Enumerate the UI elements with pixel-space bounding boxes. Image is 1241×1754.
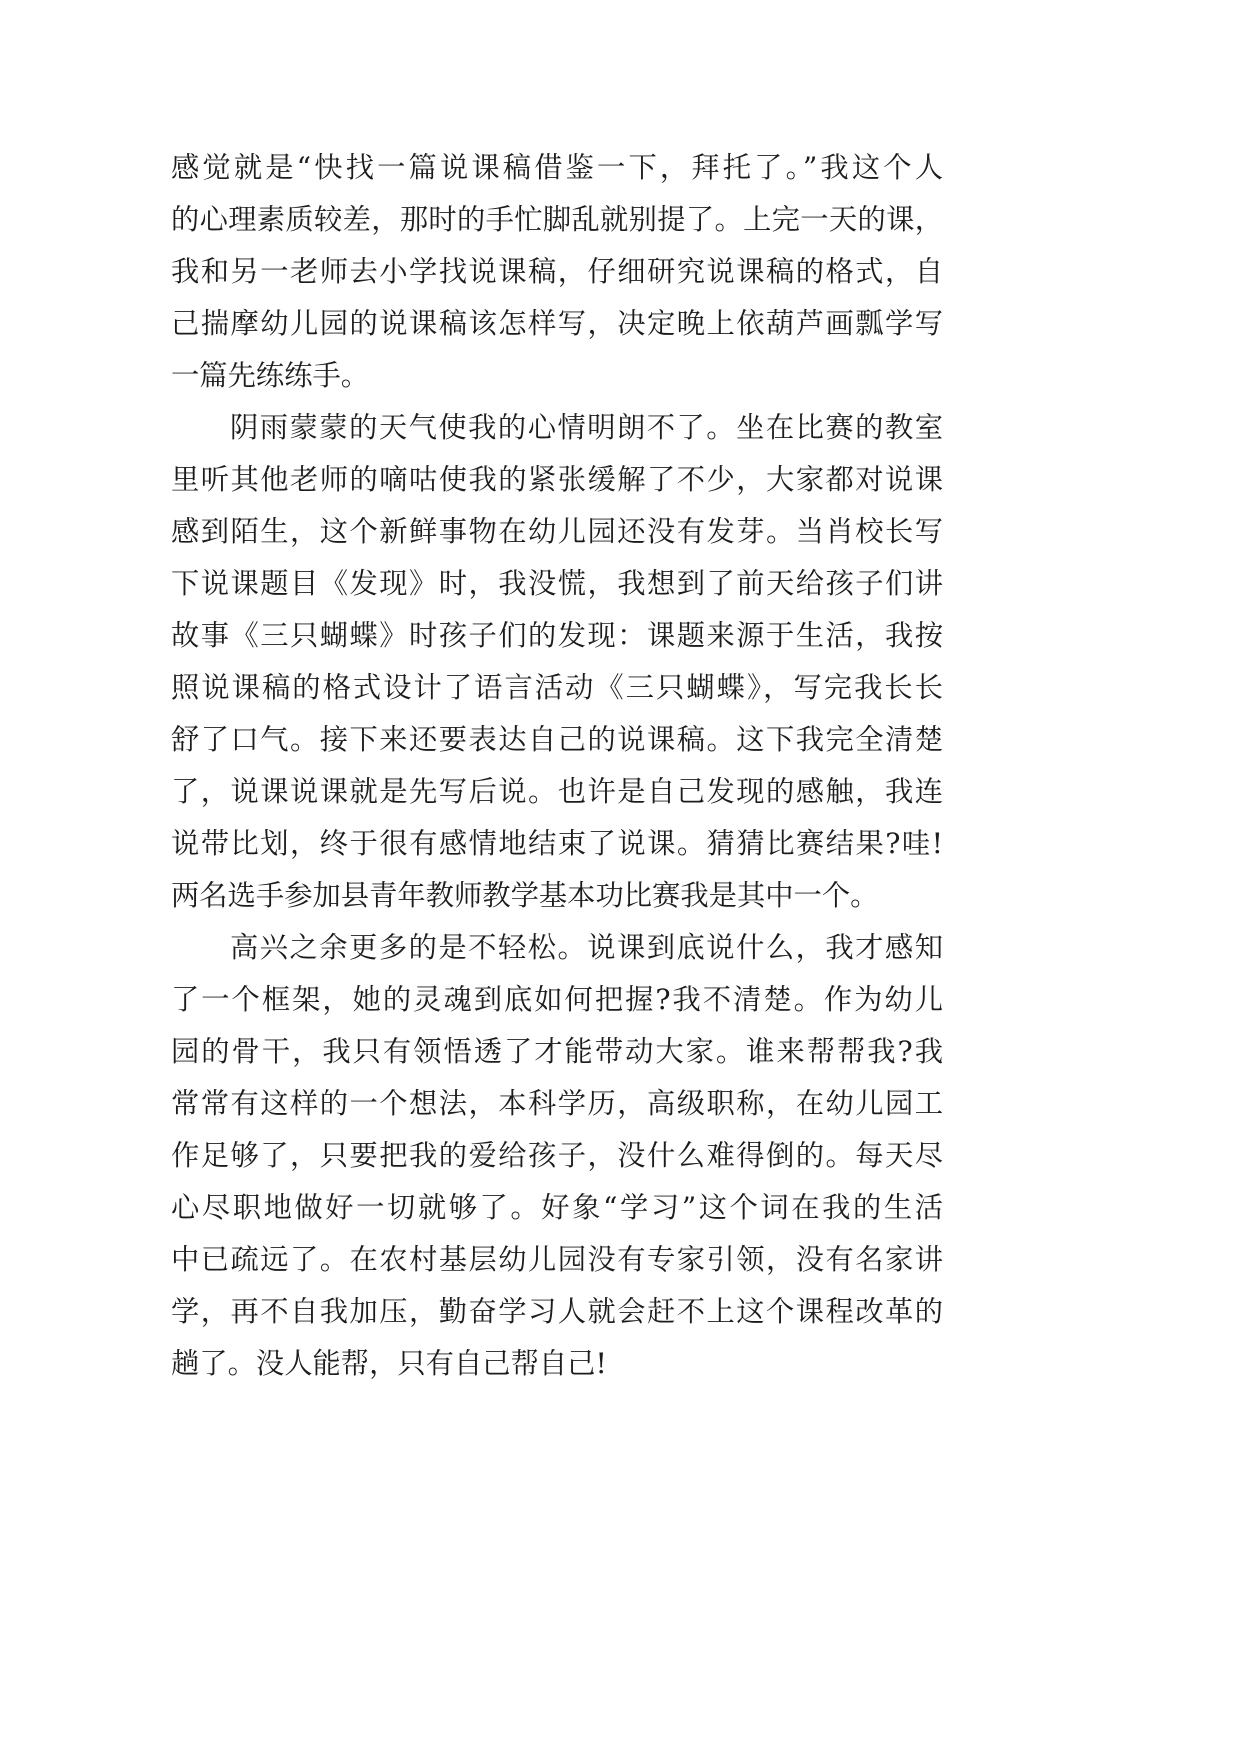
text-line: 作足够了，只要把我的爱给孩子，没什么难得倒的。每天尽 [171, 1139, 943, 1172]
document-page [171, 142, 943, 1390]
text-line: 照说课稿的格式设计了语言活动《三只蝴蝶》，写完我长长 [171, 671, 943, 704]
text-line: 里听其他老师的嘀咕使我的紧张缓解了不少，大家都对说课 [171, 463, 943, 496]
text-line: 中已疏远了。在农村基层幼儿园没有专家引领，没有名家讲 [171, 1243, 943, 1276]
text-line: 学，再不自我加压，勤奋学习人就会赶不上这个课程改革的 [171, 1295, 943, 1328]
text-line: 阴雨蒙蒙的天气使我的心情明朗不了。坐在比赛的教室 [230, 411, 943, 444]
text-line: 趟了。没人能帮，只有自己帮自己! [171, 1347, 607, 1380]
text-line: 说带比划，终于很有感情地结束了说课。猜猜比赛结果?哇! [171, 827, 943, 860]
text-line: 故事《三只蝴蝶》时孩子们的发现：课题来源于生活，我按 [171, 619, 943, 652]
paragraph-3 [171, 922, 943, 1390]
paragraph-1 [171, 142, 943, 402]
text-line: 舒了口气。接下来还要表达自己的说课稿。这下我完全清楚 [171, 723, 943, 756]
text-line: 一篇先练练手。 [171, 359, 370, 392]
text-line: 己揣摩幼儿园的说课稿该怎样写，决定晚上依葫芦画瓢学写 [171, 307, 943, 340]
text-line: 心尽职地做好一切就够了。好象“学习”这个词在我的生活 [171, 1191, 943, 1224]
text-line: 了，说课说课就是先写后说。也许是自己发现的感触，我连 [171, 775, 943, 808]
text-line: 的心理素质较差，那时的手忙脚乱就别提了。上完一天的课， [171, 203, 943, 236]
text-line: 两名选手参加县青年教师教学基本功比赛我是其中一个。 [171, 879, 879, 912]
text-line: 下说课题目《发现》时，我没慌，我想到了前天给孩子们讲 [171, 567, 943, 600]
text-line: 感到陌生，这个新鲜事物在幼儿园还没有发芽。当肖校长写 [171, 515, 943, 548]
text-line: 我和另一老师去小学找说课稿，仔细研究说课稿的格式，自 [171, 255, 943, 288]
text-line: 园的骨干，我只有领悟透了才能带动大家。谁来帮帮我?我 [171, 1035, 943, 1068]
text-line: 高兴之余更多的是不轻松。说课到底说什么，我才感知 [230, 931, 943, 964]
text-line: 常常有这样的一个想法，本科学历，高级职称，在幼儿园工 [171, 1087, 943, 1120]
text-line: 感觉就是“快找一篇说课稿借鉴一下，拜托了。”我这个人 [171, 151, 943, 184]
paragraph-2 [171, 402, 943, 922]
text-line: 了一个框架，她的灵魂到底如何把握?我不清楚。作为幼儿 [171, 983, 943, 1016]
